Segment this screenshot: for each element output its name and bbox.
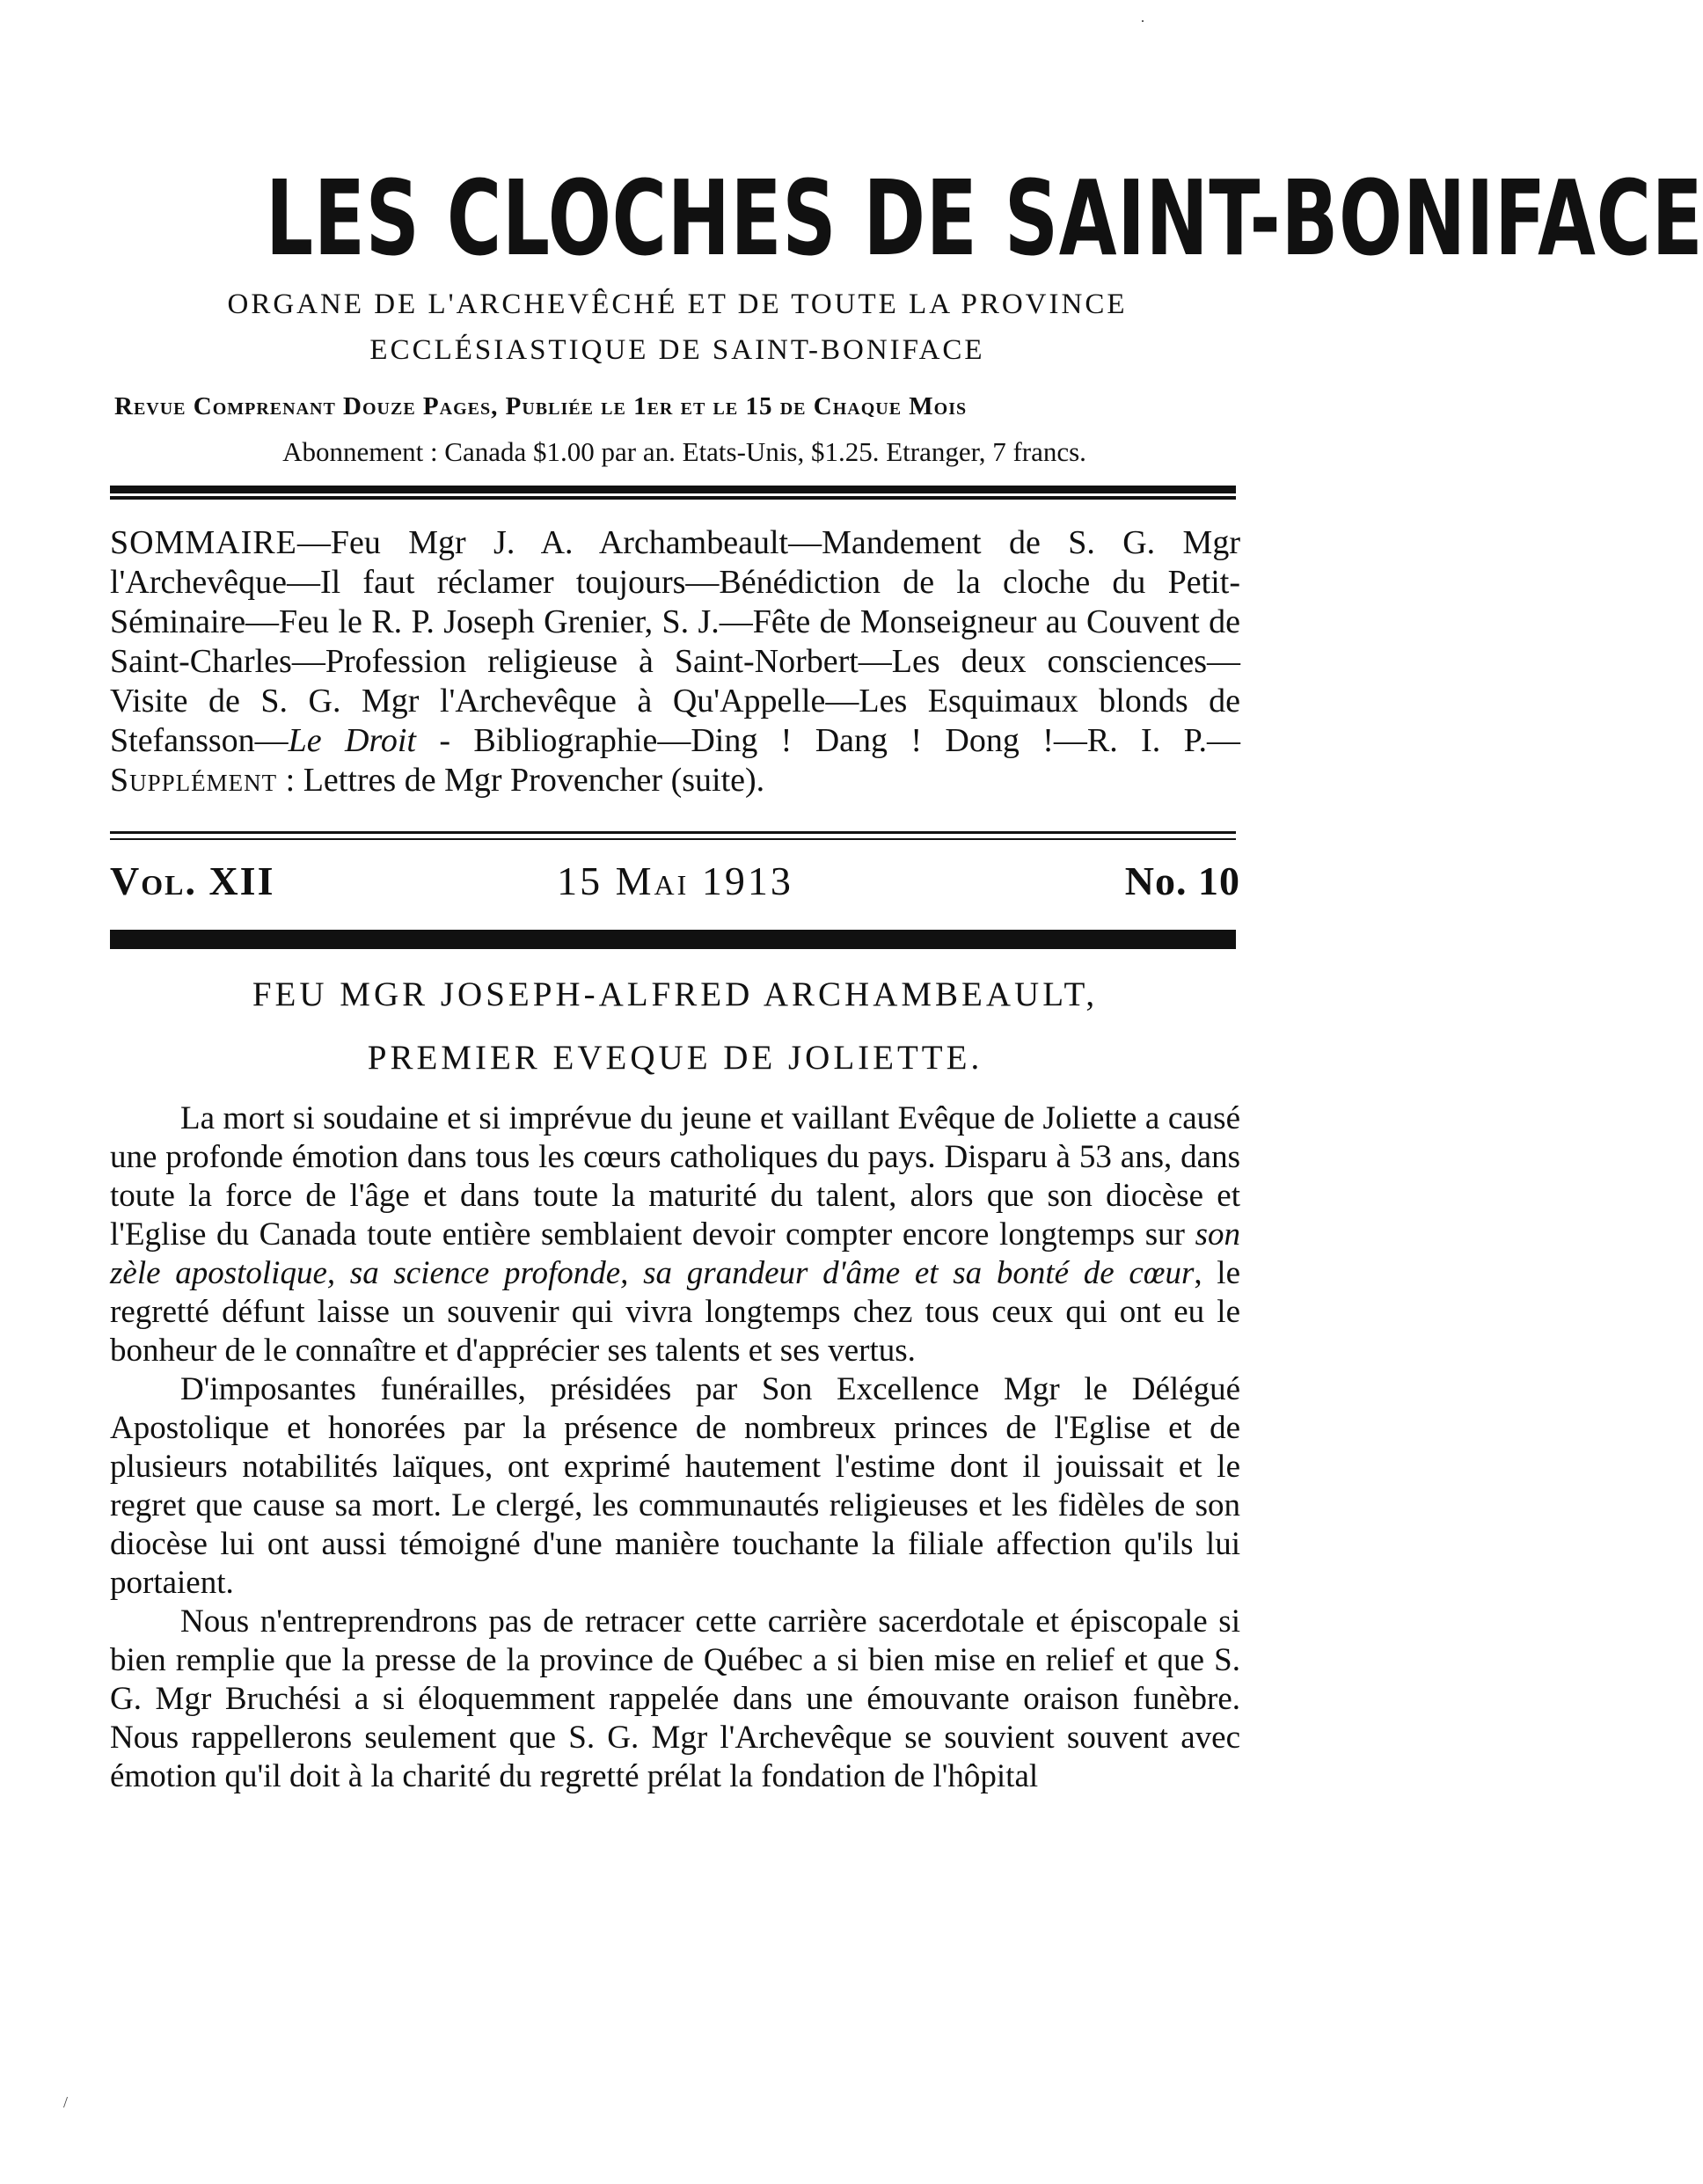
sommaire-text-1: —Feu Mgr J. A. Archambeault—Mandement de S. G. Mgr l'Archevêque—Il faut réclamer toujours—Bénédiction de la cloche du Petit-Séminaire—Feu le R. P. Joseph Grenier, S. J.—Fête de Monseigneur au Couvent de Saint-Charles—Profession religieuse à Saint-Norbert—Les deux consciences—Visite de S. G. Mgr l'Archevêque à Qu'Appelle—Les Esquimaux blonds de Stefansson—: [110, 524, 1240, 759]
subscription-line: Abonnement : Canada $1.00 par an. Etats-Unis, $1.25. Etranger, 7 francs.: [282, 436, 1086, 467]
article-title: FEU MGR JOSEPH-ALFRED ARCHAMBEAULT,: [252, 975, 1099, 1013]
sommaire-label: SOMMAIRE: [110, 524, 297, 561]
paragraph-1: [110, 1099, 1240, 1370]
volume-number: Vol. XII: [110, 858, 275, 903]
sommaire-italic-title: Le Droit: [288, 722, 416, 759]
thick-rule: [110, 486, 1236, 493]
paragraph-3: Nous n'entreprendrons pas de retracer cette carrière sacerdotale et épiscopale si bien remplie que la presse de la province de Québec a si bien mise en relief et que S. G. Mgr Bruchési a si éloquemment rappelée dans une émouvante oraison funèbre. Nous rappellerons seulement que S. G. Mgr l'Archevêque se souvient souvent avec émotion qu'il doit à la charité du regretté prélat la fondation de l'hôpital: [110, 1603, 1240, 1794]
table-of-contents: [110, 523, 1240, 800]
article-body: [110, 1099, 1240, 1796]
paragraph-2: D'imposantes funérailles, présidées par Son Excellence Mgr le Délégué Apostolique et honorées par la présence de nombreux princes de l'Eglise et de plusieurs notabilités laïques, ont exprimé hautement l'estime dont il jouissait et le regret que cause sa mort. Le clergé, les communautés religieuses et les fidèles de son diocèse lui ont aussi témoigné d'une manière touchante la filiale affection qu'ils lui portaient.: [110, 1371, 1240, 1601]
paragraph-1-text-a: La mort si soudaine et si imprévue du jeune et vaillant Evêque de Joliette a causé une profonde émotion dans tous les cœurs catholiques du pays. Disparu à 53 ans, dans toute la force de l'âge et dans toute la maturité du talent, alors que son diocèse et l'Eglise du Canada toute entière semblaient devoir compter encore longtemps sur: [110, 1100, 1240, 1253]
double-rule-bottom: [110, 838, 1236, 840]
supplement-label: Supplément: [110, 762, 278, 799]
issue-info: [110, 858, 1240, 910]
print-speck: ·: [1140, 12, 1145, 30]
heavy-rule: [110, 930, 1236, 949]
double-rule-top: [110, 831, 1236, 834]
issue-date: 15 Mai 1913: [557, 858, 793, 903]
publication-line: Revue Comprenant Douze Pages, Publiée le 1er et le 15 de Chaque Mois: [114, 392, 968, 420]
sommaire-text-2: - Bibliographie—Ding ! Dang ! Dong !—R. I. P.—: [415, 722, 1240, 759]
sommaire-text-3: : Lettres de Mgr Provencher (suite).: [277, 762, 765, 799]
masthead-title: LES CLOCHES DE SAINT-BONIFACE: [265, 157, 1703, 279]
organ-line-1: ORGANE DE L'ARCHEVÊCHÉ ET DE TOUTE LA PROVINCE: [227, 289, 1128, 320]
article-subtitle: PREMIER EVEQUE DE JOLIETTE.: [367, 1039, 983, 1077]
thin-rule: [110, 496, 1236, 500]
organ-line-2: ECCLÉSIASTIQUE DE SAINT-BONIFACE: [369, 334, 985, 366]
issue-number: No. 10: [1124, 858, 1240, 903]
paragraph-1-italic: son zèle apostolique, sa science profonde, sa grandeur d'âme et sa bonté de cœur: [110, 1216, 1240, 1291]
paragraph-1-text-b: , le regretté défunt laisse un souvenir qui vivra longtemps chez tous ceux qui ont eu le bonheur de le connaître et d'apprécier ses talents et ses vertus.: [110, 1255, 1241, 1369]
print-speck: /: [63, 2093, 69, 2111]
